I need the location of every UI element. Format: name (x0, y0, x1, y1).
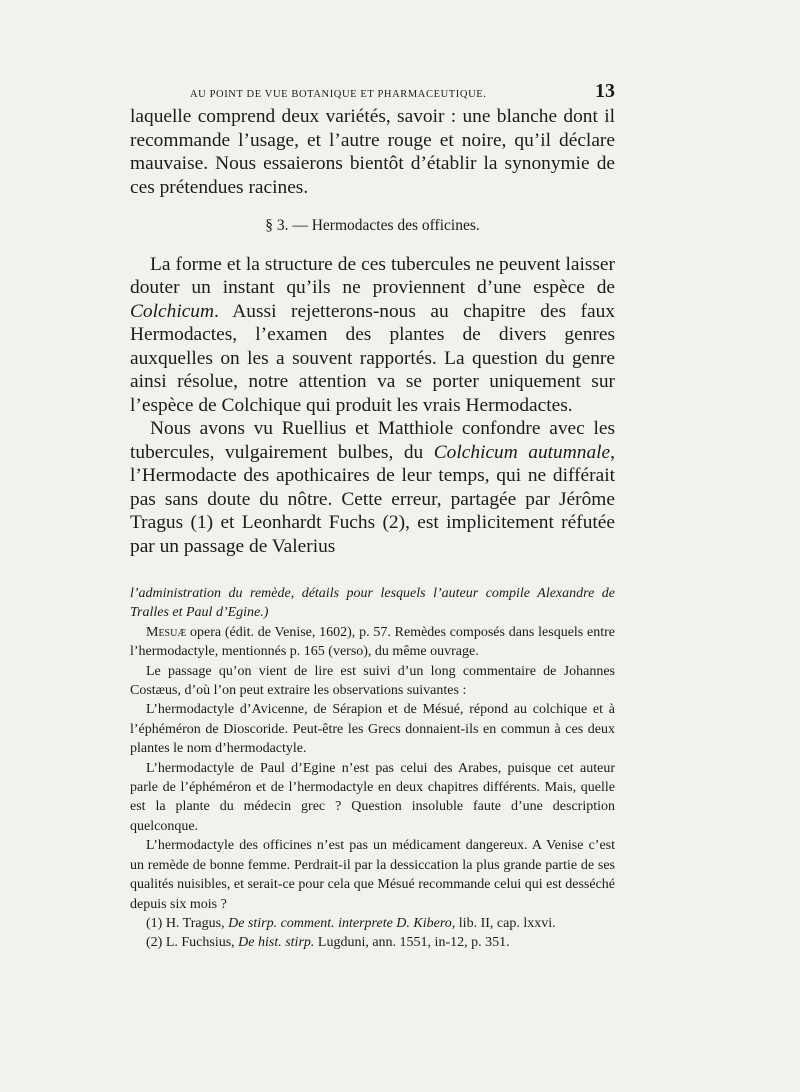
paragraph-1: laquelle comprend deux variétés, savoir : une blanche dont il recommande l’usage, et l’autre rouge et noire, qu’il déclare mauvaise. Nous essaierons bientôt d’établir la synonymie de ces prétendues racines. (130, 106, 615, 198)
footnote-1-prefix: (1) H. Tragus, (146, 915, 225, 931)
paragraph-3-italic: Colchicum autumnale (433, 441, 611, 463)
running-title: AU POINT DE VUE BOTANIQUE ET PHARMACEUTIQUE. (190, 89, 487, 100)
note-2-text: opera (édit. de Venise, 1602), p. 57. Remèdes composés dans lesquels entre l’hermodactyle, mentionnés p. 165 (verso), du même ouvrage. (130, 624, 616, 660)
running-head (130, 80, 615, 103)
note-4: L’hermodactyle d’Avicenne, de Sérapion et de Mésué, répond au colchique et à l’éphéméron de Dioscoride. Peut-être les Grecs donnaient-ils en commun à ces deux plantes le nom d’hermodactyle. (130, 702, 615, 757)
footnote-1-title: De stirp. comment. interprete D. Kibero, (228, 915, 456, 931)
paragraph-2 (130, 253, 615, 418)
note-3: Le passage qu’on vient de lire est suivi d’un long commentaire de Johannes Costæus, d’où l’on peut extraire les observations suivantes : (130, 663, 615, 699)
footnote-2-prefix: (2) L. Fuchsius, (146, 935, 235, 951)
note-2-author: Mesuæ (146, 624, 187, 640)
note-6: L’hermodactyle des officines n’est pas un médicament dangereux. A Venise c’est un remède de bonne femme. Perdrait-il par la dessiccation la plus grande partie de ses qualités nuisibles, et serait-ce pour cela que Mésué recommande celui qui est desséché depuis six mois ? (130, 838, 615, 912)
note-1-italic: l’administration du remède, détails pour lesquels l’auteur compile Alexandre de Tralles et Paul d’Egine.) (130, 586, 615, 621)
footnote-1 (130, 914, 615, 933)
footnote-2 (130, 933, 615, 952)
page (130, 80, 615, 953)
paragraph-3-text-a: Nous avons vu Ruellius et Matthiole confondre avec les tubercules, vulgairement bulbes, du (130, 418, 615, 463)
paragraph-2-italic: Colchicum (130, 300, 215, 322)
paragraph-3-text-b: , l’Hermodacte des apothicaires de leur temps, qui ne différait pas sans doute du nôtre. Cette erreur, partagée par Jérôme Tragus (1) et Leonhardt Fuchs (2), est implicitement réfutée par un passage de Valerius (130, 441, 615, 557)
page-number: 13 (595, 80, 615, 102)
notes-block (130, 584, 615, 953)
main-text (130, 105, 615, 558)
footnote-1-suffix: lib. II, cap. lxxvi. (458, 915, 556, 931)
paragraph-2-text-a: La forme et la structure de ces tubercules ne peuvent laisser douter un instant qu’ils ne proviennent d’une espèce de (130, 253, 615, 298)
section-heading: § 3. — Hermodactes des officines. (265, 217, 480, 234)
footnote-2-title: De hist. stirp. (238, 935, 315, 951)
paragraph-2-text-b: . Aussi rejetterons-nous au chapitre des faux Hermodactes, l’examen des plantes de divers genres auxquelles on les a souvent rapportés. La question du genre ainsi résolue, notre attention va se porter uniquement sur l’espèce de Colchique qui produit les vrais Hermodactes. (130, 300, 615, 416)
note-1 (130, 584, 615, 623)
footnote-2-suffix: Lugduni, ann. 1551, in-12, p. 351. (317, 935, 510, 951)
note-5: L’hermodactyle de Paul d’Egine n’est pas celui des Arabes, puisque cet auteur parle de l’éphéméron et de l’hermodactyle en deux chapitres différents. Mais, quelle est la plante du médecin grec ? Question insoluble faute d’une description quelconque. (130, 760, 615, 834)
note-2 (130, 623, 615, 662)
paragraph-3 (130, 417, 615, 558)
